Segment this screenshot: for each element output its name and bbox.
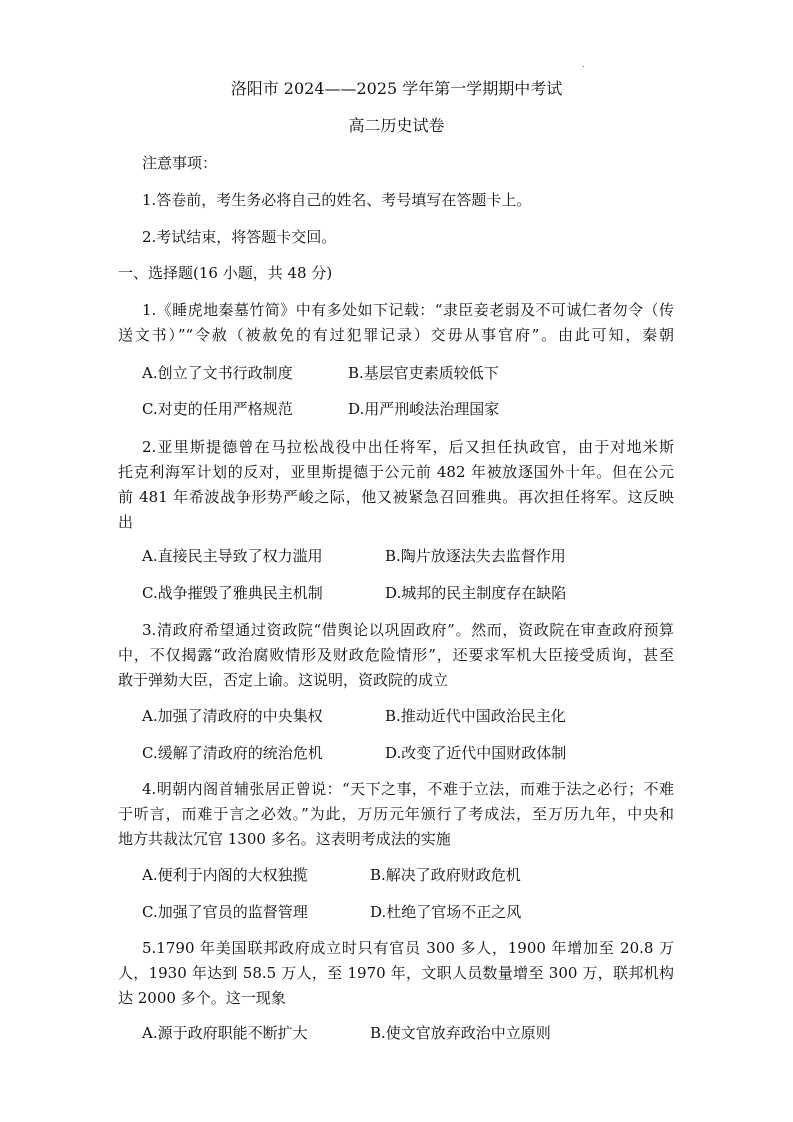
exam-subtitle: 高二历史试卷 <box>348 116 445 135</box>
q4-option-d: D.杜绝了官场不正之风 <box>370 903 522 921</box>
q1-option-d: D.用严刑峻法治理国家 <box>348 400 500 418</box>
q3-option-b: B.推动近代中国政治民主化 <box>385 707 566 725</box>
q3-option-a: A.加强了清政府的中央集权 <box>142 707 323 725</box>
q4-line-2: 于听言，而难于言之必效。”为此，万历元年颁行了考成法，至万历九年，中央和 <box>118 805 674 823</box>
q4-line-1: 4.明朝内阁首辅张居正曾说：“天下之事，不难于立法，而难于法之必行；不难 <box>142 780 674 798</box>
q4-option-c: C.加强了官员的监督管理 <box>142 903 308 921</box>
notice-heading: 注意事项： <box>142 154 218 172</box>
q2-line-4: 出 <box>118 513 134 531</box>
q2-option-d: D.城邦的民主制度存在缺陷 <box>385 584 567 602</box>
q1-line-1: 1.《睡虎地秦墓竹简》中有多处如下记载：“隶臣妾老弱及不可诚仁者勿令（传 <box>142 301 674 319</box>
exam-title: 洛阳市 2024——2025 学年第一学期期中考试 <box>230 79 563 98</box>
q3-option-d: D.改变了近代中国财政体制 <box>385 744 567 762</box>
section-heading: 一、选择题(16 小题，共 48 分) <box>118 264 333 282</box>
q4-line-3: 地方共裁汰冗官 1300 多名。这表明考成法的实施 <box>118 830 451 848</box>
q5-option-b: B.使文官放弃政治中立原则 <box>370 1024 551 1042</box>
q2-line-1: 2.亚里斯提德曾在马拉松战役中出任将军，后又担任执政官，由于对地米斯 <box>142 438 674 456</box>
q1-option-b: B.基层官吏素质较低下 <box>348 364 499 382</box>
q3-option-c: C.缓解了清政府的统治危机 <box>142 744 323 762</box>
q5-line-3: 达 2000 多个。这一现象 <box>118 989 286 1007</box>
q5-line-1: 5.1790 年美国联邦政府成立时只有官员 300 多人，1900 年增加至 20.8 万 <box>142 939 674 957</box>
q3-line-1: 3.清政府希望通过资政院“借舆论以巩固政府”。然而，资政院在审查政府预算 <box>142 621 674 639</box>
q2-option-b: B.陶片放逐法失去监督作用 <box>385 547 566 565</box>
notice-item-2: 2.考试结束，将答题卡交回。 <box>142 228 337 246</box>
header-mark: . <box>582 60 585 69</box>
notice-item-1: 1.答卷前，考生务必将自己的姓名、考号填写在答题卡上。 <box>142 191 532 209</box>
q4-option-a: A.便利于内阁的大权独揽 <box>142 866 308 884</box>
q2-option-c: C.战争摧毁了雅典民主机制 <box>142 584 323 602</box>
q3-line-3: 敢于弹劾大臣，否定上谕。这说明，资政院的成立 <box>118 671 449 689</box>
q5-line-2: 人，1930 年达到 58.5 万人，至 1970 年，文职人员数量增至 300 万，联邦机构 <box>118 964 674 982</box>
q2-line-2: 托克利海军计划的反对，亚里斯提德于公元前 482 年被放逐国外十年。但在公元 <box>118 463 674 481</box>
q3-line-2: 中，不仅揭露“政治腐败情形及财政危险情形”，还要求军机大臣接受质询，甚至 <box>118 646 674 664</box>
q1-line-2: 送文书）”“令赦（被赦免的有过犯罪记录）交毋从事官府”。由此可知，秦朝 <box>118 326 674 344</box>
q2-option-a: A.直接民主导致了权力滥用 <box>142 547 323 565</box>
q1-option-a: A.创立了文书行政制度 <box>142 364 293 382</box>
q4-option-b: B.解决了政府财政危机 <box>370 866 521 884</box>
q2-line-3: 前 481 年希波战争形势严峻之际，他又被紧急召回雅典。再次担任将军。这反映 <box>118 488 674 506</box>
q5-option-a: A.源于政府职能不断扩大 <box>142 1024 308 1042</box>
q1-option-c: C.对吏的任用严格规范 <box>142 400 293 418</box>
